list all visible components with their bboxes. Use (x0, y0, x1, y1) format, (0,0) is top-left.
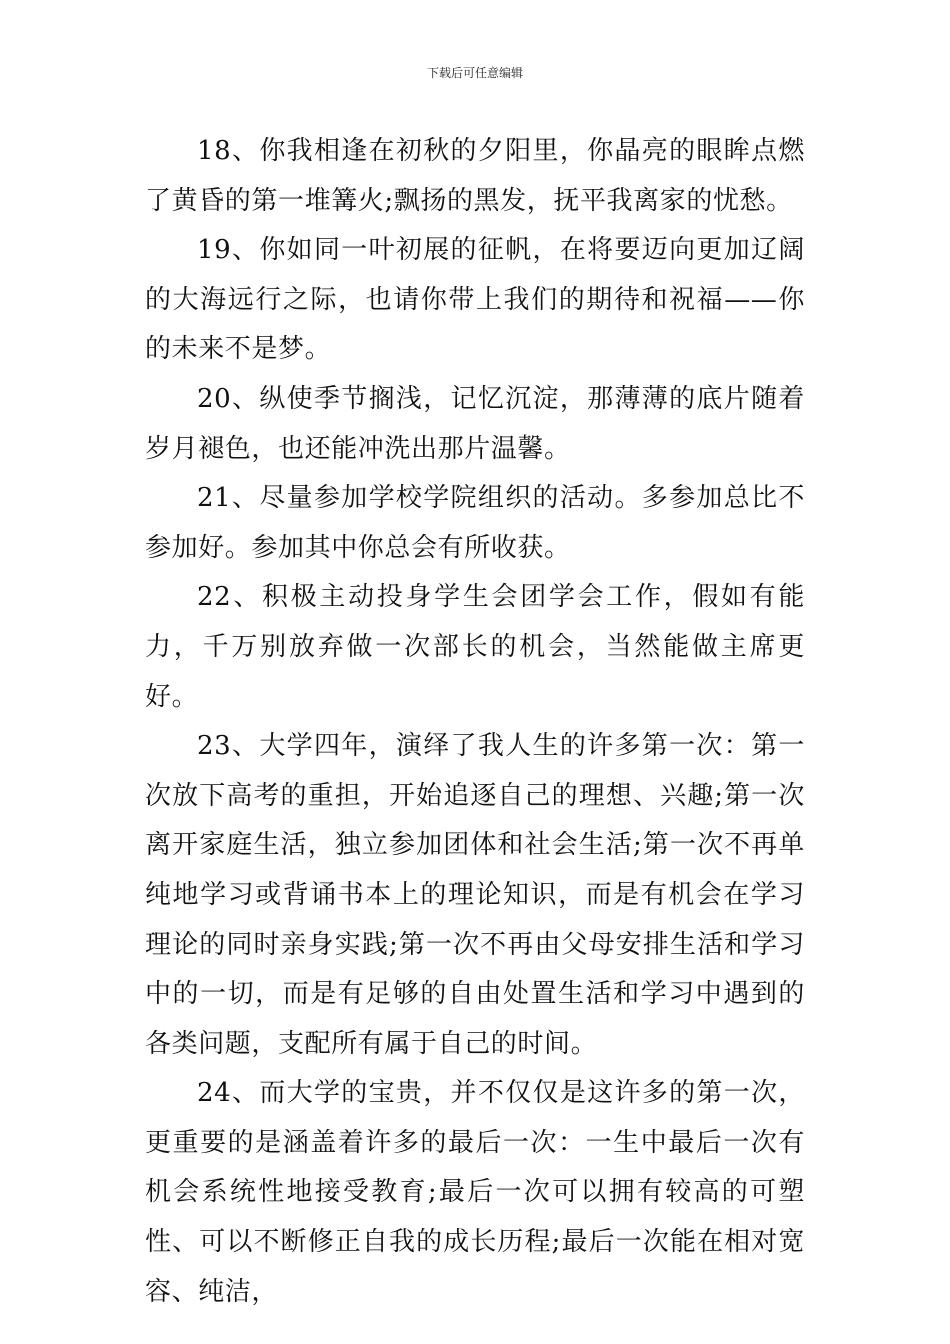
page-header: 下载后可任意编辑 (426, 66, 523, 80)
paragraph-18: 18、你我相逢在初秋的夕阳里，你晶亮的眼眸点燃了黄昏的第一堆篝火;飘扬的黑发，抚平我离家的忧愁。 (145, 136, 805, 216)
paragraph-22: 22、积极主动投身学生会团学会工作，假如有能力，千万别放弃做一次部长的机会，当然能做主席更好。 (145, 582, 805, 712)
paragraph-23: 23、大学四年，演绎了我人生的许多第一次：第一次放下高考的重担，开始追逐自己的理想、兴趣;第一次离开家庭生活，独立参加团体和社会生活;第一次不再单纯地学习或背诵书本上的理论知识，而是有机会在学习理论的同时亲身实践;第一次不再由父母安排生活和学习中的一切，而是有足够的自由处置生活和学习中遇到的各类问题，支配所有属于自己的时间。 (145, 731, 805, 1059)
paragraph-24: 24、而大学的宝贵，并不仅仅是这许多的第一次，更重要的是涵盖着许多的最后一次：一生中最后一次有机会系统性地接受教育;最后一次可以拥有较高的可塑性、可以不断修正自我的成长历程;最后一次能在相对宽容、纯洁， (145, 1078, 805, 1307)
document-body (145, 127, 805, 1317)
paragraph-20: 20、纵使季节搁浅，记忆沉淀，那薄薄的底片随着岁月褪色，也还能冲洗出那片温馨。 (145, 383, 805, 464)
paragraph-21: 21、尽量参加学校学院组织的活动。多参加总比不参加好。参加其中你总会有所收获。 (145, 483, 805, 563)
paragraph-19: 19、你如同一叶初展的征帆，在将要迈向更加辽阔的大海远行之际，也请你带上我们的期待和祝福——你的未来不是梦。 (145, 235, 805, 365)
